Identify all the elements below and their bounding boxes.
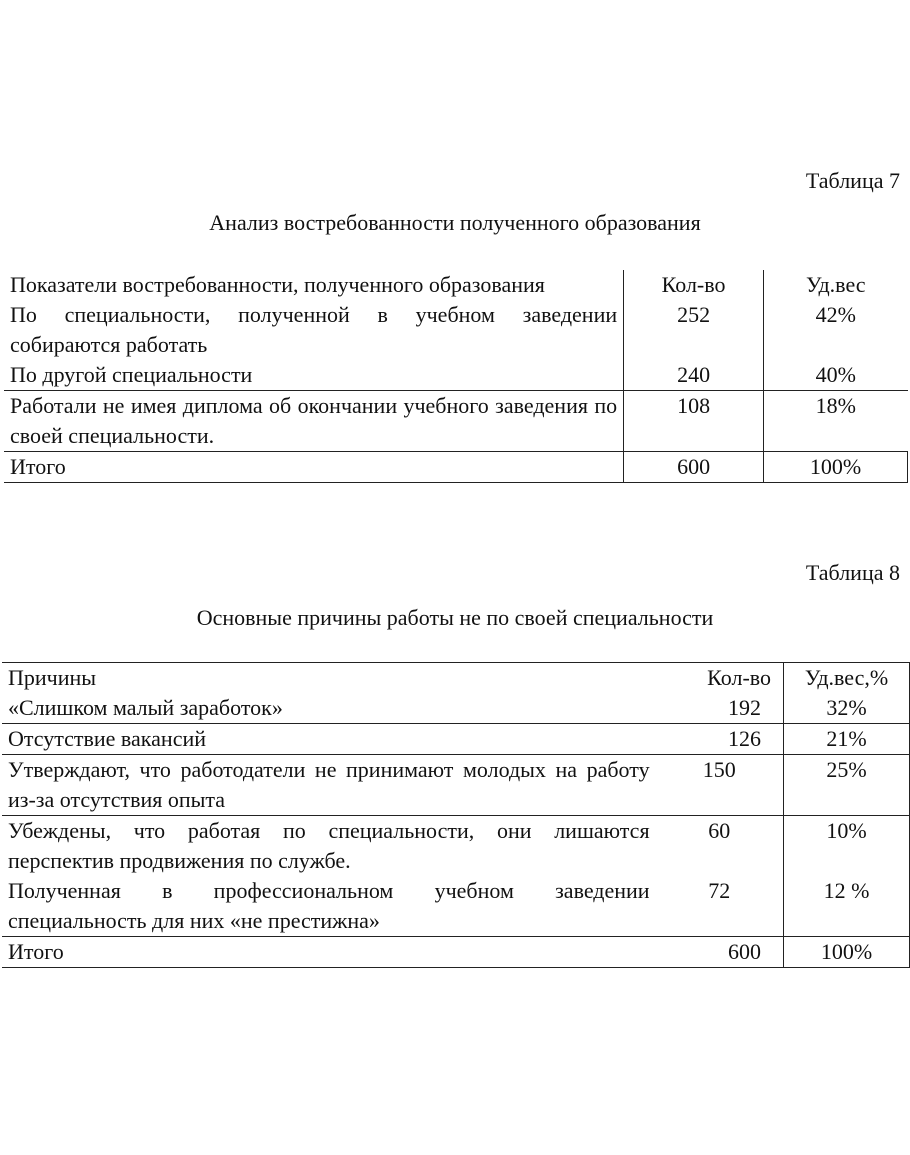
table7-total-count: 600 <box>624 452 764 483</box>
table8 <box>2 662 910 968</box>
table8-header-share: Уд.вес,% <box>784 663 910 694</box>
table7-total-share: 100% <box>764 452 908 483</box>
table8-total-share: 100% <box>784 937 910 968</box>
table7-row-label: По другой специальности <box>10 362 253 387</box>
table8-row-label: Отсутствие вакансий <box>2 724 656 755</box>
table8-total-count: 600 <box>656 937 784 968</box>
table7-total-row <box>4 452 908 483</box>
table8-row-label: Убеждены, что работая по специальности, они лишаются перспектив продвижения по службе. <box>2 816 656 877</box>
table7-row-count: 252 <box>624 300 764 360</box>
table-row <box>4 360 908 391</box>
table7-row-share: 42% <box>764 300 908 360</box>
table8-row-count: 72 <box>708 878 731 903</box>
table7-row-share: 40% <box>764 360 908 391</box>
table8-row-share: 25% <box>784 755 910 816</box>
table-row <box>4 391 908 452</box>
table7-label: Таблица 7 <box>805 168 900 193</box>
table7-title: Анализ востребованности полученного образования <box>209 210 701 235</box>
table7-row-label: Работали не имея диплома об окончании учебного заведения по своей специальности. <box>4 391 624 452</box>
table8-row-count: 60 <box>656 816 784 877</box>
table7-row-count: 108 <box>624 391 764 452</box>
table7-row-label: По специальности, полученной в учебном заведении собираются работать <box>10 302 618 357</box>
table7-row-share: 18% <box>764 391 908 452</box>
table7-header-row <box>4 270 908 300</box>
table8-row-share: 21% <box>784 724 910 755</box>
table7-header-count: Кол-во <box>624 270 764 300</box>
table8-title: Основные причины работы не по своей специальности <box>196 605 714 630</box>
table8-row-share: 10% <box>784 816 910 877</box>
table-row <box>2 816 910 877</box>
table7-row-count: 240 <box>624 360 764 391</box>
table8-label: Таблица 8 <box>805 560 900 585</box>
table-row <box>2 724 910 755</box>
table8-header-reason: Причины <box>2 663 656 694</box>
table8-total-row <box>2 937 910 968</box>
table-row <box>4 300 908 360</box>
table8-header-row <box>2 663 910 694</box>
table8-row-label: Полученная в профессиональном учебном заведении специальность для них «не престижна» <box>8 878 650 933</box>
table-row <box>2 755 910 816</box>
table8-row-label: Утверждают, что работодатели не принимают молодых на работу из-за отсутствия опыта <box>2 755 656 816</box>
table8-row-label: «Слишком малый заработок» <box>8 695 283 720</box>
table7 <box>4 270 908 483</box>
table8-total-label: Итого <box>2 937 656 968</box>
table-row <box>2 693 910 724</box>
table8-row-count: 126 <box>656 724 784 755</box>
table8-row-count: 192 <box>728 695 762 720</box>
table-row <box>2 876 910 937</box>
table8-row-share: 32% <box>784 693 910 724</box>
table8-row-count: 150 <box>656 755 784 816</box>
table7-header-indicator: Показатели востребованности, полученного образования <box>10 272 545 297</box>
table7-total-label: Итого <box>4 452 624 483</box>
table8-row-share: 12 % <box>784 876 910 937</box>
table8-header-count: Кол-во <box>656 663 784 694</box>
table7-header-share: Уд.вес <box>764 270 908 300</box>
